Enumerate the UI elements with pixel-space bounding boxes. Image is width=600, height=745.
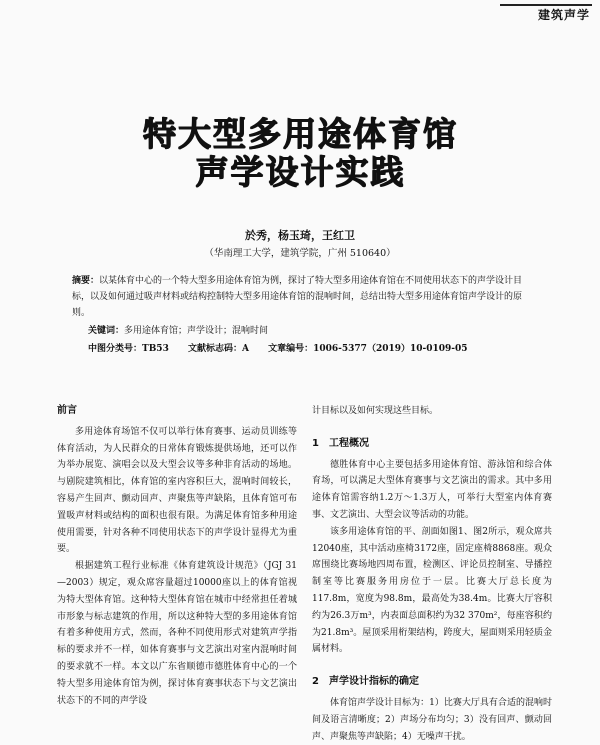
section-heading-2: 2 声学设计指标的确定 xyxy=(312,676,419,688)
section-heading-preface: 前言 xyxy=(57,405,77,416)
authors: 於秀，杨玉琦，王红卫 xyxy=(245,229,355,242)
body-paragraph: 德胜体育中心主要包括多用途体育馆、游泳馆和综合体育场，可以满足大型体育赛事与文艺演出的需求。其中多用途体育馆需容纳1.2万～1.3万人，可举行大型室内体育赛事、文艺演出、大型会议等活动的功能。 xyxy=(312,459,552,520)
body-paragraph-continuation: 计目标以及如何实现这些目标。 xyxy=(312,406,439,416)
body-paragraph: 体育馆声学设计目标为：1）比赛大厅具有合适的混响时间及语言清晰度；2）声场分布均匀；3）没有回声、颤动回声、声聚焦等声缺陷；4）无噪声干扰。 xyxy=(312,697,552,742)
abstract xyxy=(72,273,532,321)
body-paragraph: 根据建筑工程行业标准《体育建筑设计规范》（JGJ 31—2003）规定，观众席容量超过10000座以上的体育馆视为特大型体育馆。这种特大型体育馆在城市中经常担任着城市形象与标志建筑的作用，所以这种特大型的多用途体育馆有着多种使用方式，然而，各种不同使用形式对建筑声学指标的要求并不一样，如体育赛事与文艺演出对室内混响时间的要求就不一样。本文以广东省顺德市德胜体育中心的一个特大型多用途体育馆为例，探讨体育赛事状态下与文艺演出状态下的不同的声学设 xyxy=(57,561,297,706)
article-title-line-2: 声学设计实践 xyxy=(195,152,405,191)
abstract-text: 以某体育中心的一个特大型多用途体育馆为例，探讨了特大型多用途体育馆在不同使用状态下的声学设计目标，以及如何通过吸声材料或结构控制特大型多用途体育馆的混响时间，总结出特大型多用途体育馆声学设计的原则。 xyxy=(72,276,523,318)
keywords-text: 多用途体育馆；声学设计；混响时间 xyxy=(124,326,269,336)
left-column xyxy=(57,403,297,709)
article-meta xyxy=(88,341,484,354)
clc-number: 中图分类号：TB53 xyxy=(88,344,169,354)
keywords xyxy=(88,323,538,336)
affiliation: （华南理工大学，建筑学院，广州 510640） xyxy=(204,248,396,259)
body-paragraph: 该多用途体育馆的平、剖面如图1、图2所示，观众席共12040座，其中活动座椅3172座，固定座椅8868座。观众席围绕比赛场地四周布置，检测区、评论员控制室、导播控制室等比赛服务用房位于一层。比赛大厅总长度为117.8m，宽度为98.8m，最高处为38.4m。比赛大厅容积约为26.3万m³，内表面总面积约为32 370m²，每座容积约为21.8m³。屋顶采用桁架结构，跨度大，屋面则采用轻质金属材料。 xyxy=(312,526,552,655)
document-code: 文献标志码：A xyxy=(187,344,249,354)
journal-section-label: 建筑声学 xyxy=(537,8,590,22)
keywords-label: 关键词： xyxy=(88,326,125,336)
abstract-label: 摘要： xyxy=(72,276,100,286)
right-column xyxy=(312,403,552,745)
article-title-line-1: 特大型多用途体育馆 xyxy=(142,114,458,153)
body-paragraph: 多用途体育场馆不仅可以举行体育赛事、运动员训练等体育活动，为人民群众的日常体育锻炼提供场地，还可以作为举办展览、演唱会以及大型会议等多种非育活动的场地。与剧院建筑相比，体育馆的室内容积巨大，混响时间较长，容易产生回声、颤动回声、声聚焦等声缺陷，且体育馆可布置吸声材料或结构的面积也很有限。为满足体育馆多种用途使用需要，针对各种不同使用状态下的声学设计显得尤为重要。 xyxy=(57,426,297,555)
section-heading-1: 1 工程概况 xyxy=(312,437,369,449)
article-number: 文章编号：1006-5377（2019）10-0109-05 xyxy=(268,344,468,354)
